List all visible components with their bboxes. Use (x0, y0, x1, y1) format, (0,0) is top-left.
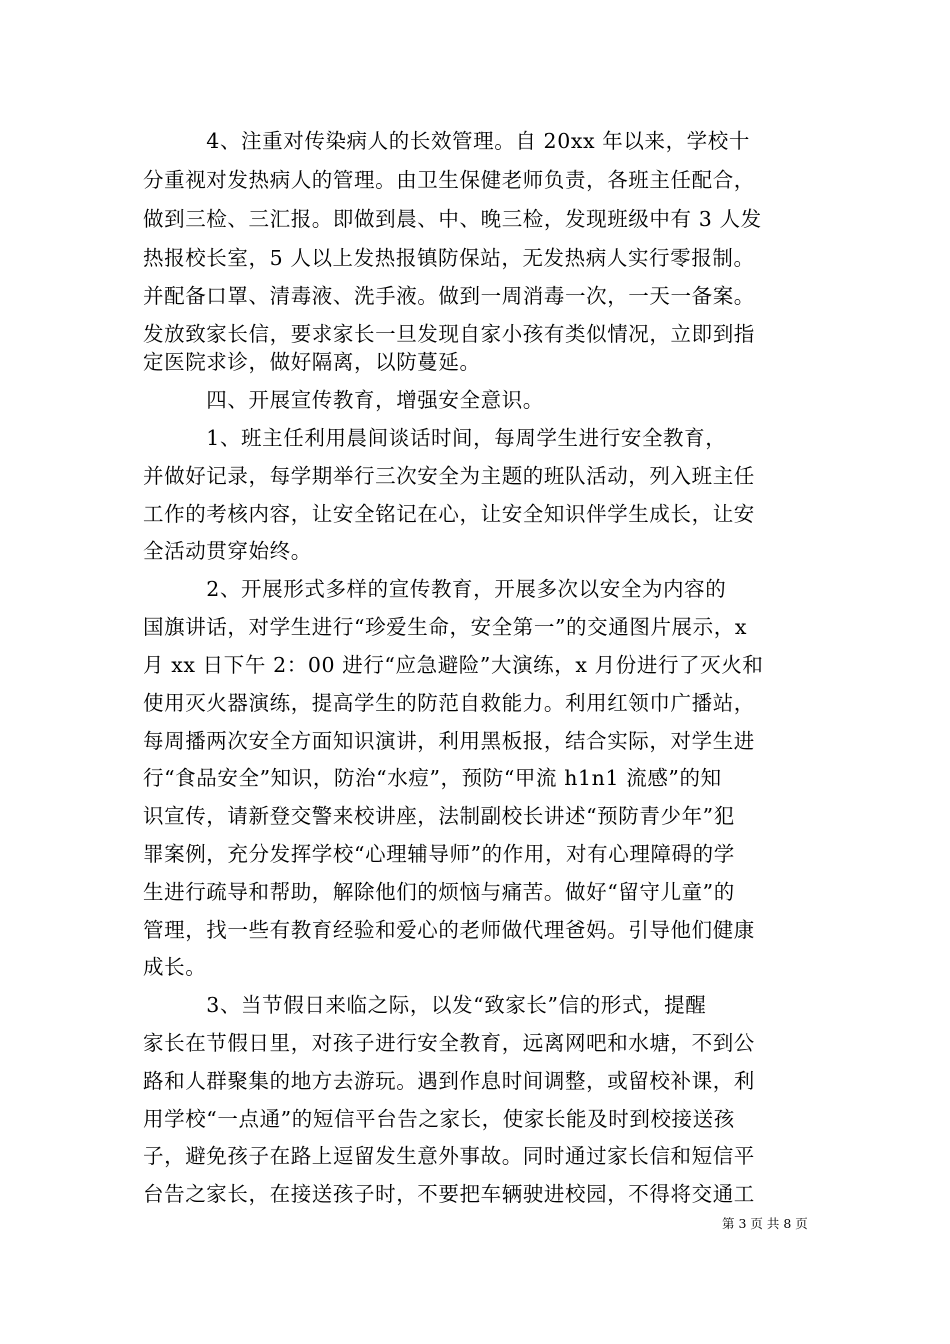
text-line: 罪案例，充分发挥学校“心理辅导师”的作用，对有心理障碍的学 (143, 842, 735, 866)
text-line: 分重视对发热病人的管理。由卫生保健老师负责，各班主任配合， (143, 168, 755, 192)
text-line: 识宣传，请新登交警来校讲座，法制副校长讲述“预防青少年”犯 (143, 804, 735, 828)
text-line: 路和人群聚集的地方去游玩。遇到作息时间调整，或留校补课，利 (143, 1069, 755, 1093)
text-line: 成长。 (143, 955, 207, 979)
text-line: 1、班主任利用晨间谈话时间，每周学生进行安全教育， (143, 426, 727, 450)
text-line: 工作的考核内容，让安全铭记在心，让安全知识伴学生成长，让安 (143, 502, 755, 526)
text-line: 管理，找一些有教育经验和爱心的老师做代理爸妈。引导他们健康 (143, 918, 755, 942)
text-line: 月 xx 日下午 2：00 进行“应急避险”大演练，x 月份进行了灭火和 (143, 653, 764, 677)
text-line: 做到三检、三汇报。即做到晨、中、晚三检，发现班级中有 3 人发 (143, 207, 762, 231)
text-line: 2、开展形式多样的宣传教育，开展多次以安全为内容的 (143, 577, 727, 601)
text-line: 3、当节假日来临之际，以发“致家长”信的形式，提醒 (143, 993, 707, 1017)
text-line: 台告之家长，在接送孩子时，不要把车辆驶进校园，不得将交通工 (143, 1182, 755, 1206)
text-line: 子，避免孩子在路上逗留发生意外事故。同时通过家长信和短信平 (143, 1144, 755, 1168)
text-line: 用学校“一点通”的短信平台告之家长，使家长能及时到校接送孩 (143, 1107, 735, 1131)
page-number: 第 3 页 共 8 页 (722, 1216, 808, 1231)
text-line: 使用灭火器演练，提高学生的防范自救能力。利用红领巾广播站， (143, 691, 755, 715)
text-line: 行“食品安全”知识，防治“水痘”，预防“甲流 h1n1 流感”的知 (143, 766, 722, 790)
text-line: 生进行疏导和帮助，解除他们的烦恼与痛苦。做好“留守儿童”的 (143, 880, 735, 904)
text-line: 4、注重对传染病人的长效管理。自 20xx 年以来，学校十 (143, 129, 750, 153)
section-heading: 四、开展宣传教育，增强安全意识。 (143, 388, 544, 412)
text-line: 国旗讲话，对学生进行“珍爱生命，安全第一”的交通图片展示，x (143, 615, 748, 639)
text-line: 全活动贯穿始终。 (143, 539, 312, 563)
text-line: 热报校长室，5 人以上发热报镇防保站，无发热病人实行零报制。 (143, 246, 755, 270)
text-line: 并配备口罩、清毒液、洗手液。做到一周消毒一次，一天一备案。 (143, 284, 755, 308)
text-line: 发放致家长信，要求家长一旦发现自家小孩有类似情况，立即到指 (143, 322, 755, 346)
text-line: 定医院求诊，做好隔离，以防蔓延。 (143, 350, 481, 374)
text-line: 并做好记录，每学期举行三次安全为主题的班队活动，列入班主任 (143, 464, 755, 488)
text-line: 家长在节假日里，对孩子进行安全教育，远离网吧和水塘，不到公 (143, 1031, 755, 1055)
text-line: 每周播两次安全方面知识演讲，利用黑板报，结合实际，对学生进 (143, 729, 755, 753)
